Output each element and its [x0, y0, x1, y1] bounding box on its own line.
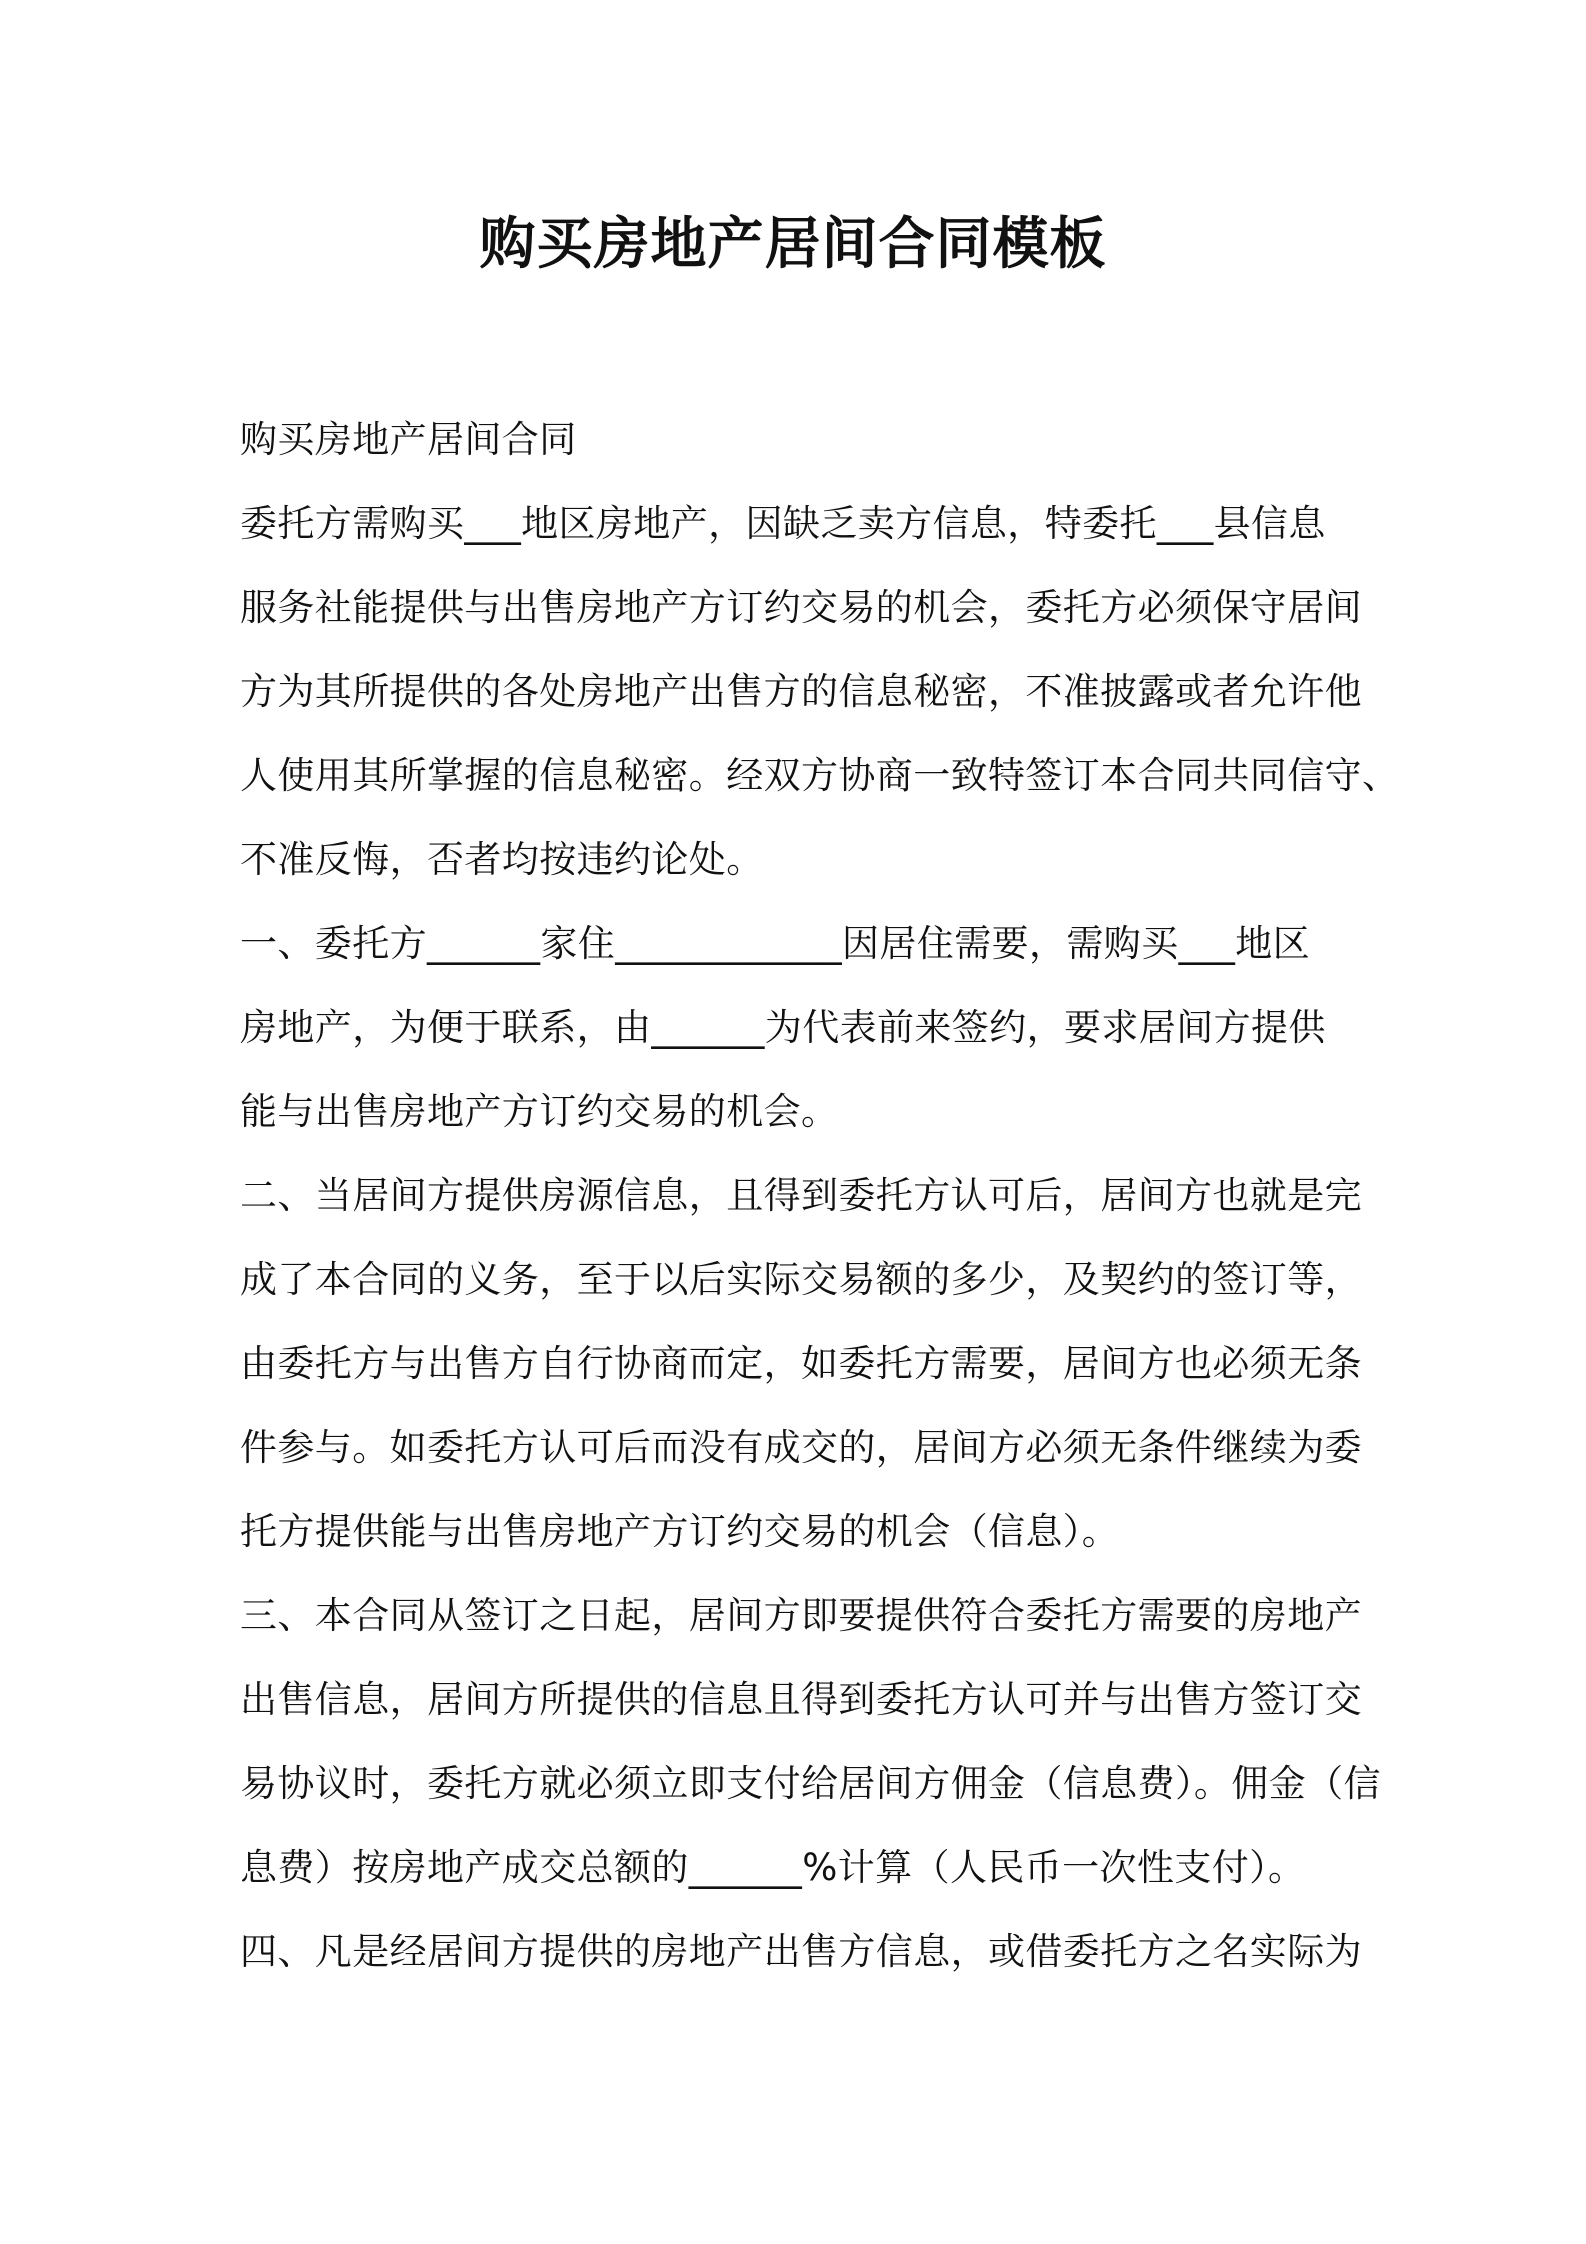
- clause-1-line: 一、委托方______家住____________因居住需要，需购买___地区: [240, 922, 1311, 965]
- clause-1-line: 房地产，为便于联系，由______为代表前来签约，要求居间方提供: [240, 1006, 1326, 1049]
- clause-2-line: 件参与。如委托方认可后而没有成交的，居间方必须无条件继续为委: [240, 1426, 1362, 1469]
- clause-3-line: 易协议时，委托方就必须立即支付给居间方佣金（信息费）。佣金（信: [240, 1762, 1381, 1805]
- clause-1-line: 能与出售房地产方订约交易的机会。: [240, 1090, 839, 1133]
- clause-3-line: 出售信息，居间方所提供的信息且得到委托方认可并与出售方签订交: [240, 1678, 1362, 1721]
- clause-2-line: 二、当居间方提供房源信息，且得到委托方认可后，居间方也就是完: [240, 1174, 1362, 1217]
- document-body: [240, 398, 1400, 1994]
- text-line: 不准反悔，否者均按违约论处。: [240, 838, 764, 881]
- clause-2-line: 成了本合同的义务，至于以后实际交易额的多少，及契约的签订等，: [240, 1258, 1362, 1301]
- text-line: 委托方需购买___地区房地产，因缺乏卖方信息，特委托___县信息: [240, 502, 1326, 545]
- clause-2-line: 托方提供能与出售房地产方订约交易的机会（信息）。: [240, 1510, 1120, 1553]
- text-line: 服务社能提供与出售房地产方订约交易的机会，委托方必须保守居间: [240, 586, 1362, 629]
- document-title: 购买房地产居间合同模板: [479, 212, 1107, 277]
- clause-3-line: 息费）按房地产成交总额的______%计算（人民币一次性支付）。: [240, 1846, 1306, 1889]
- clause-2-line: 由委托方与出售方自行协商而定，如委托方需要，居间方也必须无条: [240, 1342, 1362, 1385]
- text-line: 人使用其所掌握的信息秘密。经双方协商一致特签订本合同共同信守、: [240, 754, 1400, 797]
- clause-3-line: 三、本合同从签订之日起，居间方即要提供符合委托方需要的房地产: [240, 1594, 1362, 1637]
- text-line: 方为其所提供的各处房地产出售方的信息秘密，不准披露或者允许他: [240, 670, 1362, 713]
- contract-heading: 购买房地产居间合同: [240, 418, 577, 461]
- clause-4-line: 四、凡是经居间方提供的房地产出售方信息，或借委托方之名实际为: [240, 1930, 1362, 1973]
